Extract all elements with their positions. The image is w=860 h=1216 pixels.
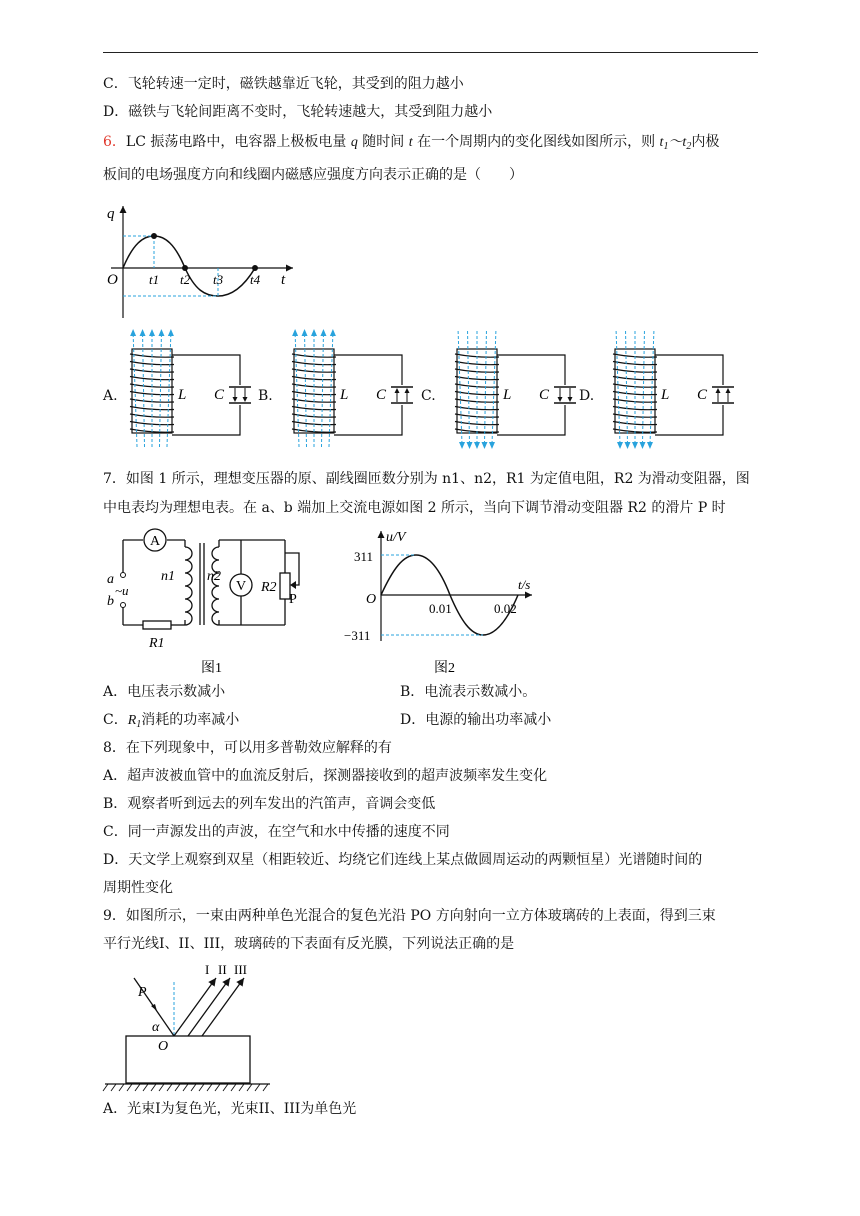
q8-option-d-line1: D．天文学上观察到双星（相距较近、均绕它们连线上某点做圆周运动的两颗恒星）光谱随时间的 xyxy=(103,852,703,868)
capacitor-label: C xyxy=(697,387,708,403)
slider-p-label: P xyxy=(289,592,297,607)
label-o: O xyxy=(158,1039,169,1054)
q9-glass-block-figure xyxy=(100,960,280,1095)
q9-option-a: A．光束I为复色光，光束II、III为单色光 xyxy=(103,1101,357,1117)
n2-label: n2 xyxy=(207,569,221,584)
t2-dot xyxy=(182,265,188,271)
q6-var-t: t xyxy=(408,135,413,150)
q6-option-b-circuit xyxy=(280,327,415,452)
q7-stem-line2: 中电表均为理想电表。在 a、b 端加上交流电源如图 2 所示，当向下调节滑动变阻器 R2 的滑片 P 时 xyxy=(103,500,726,516)
t4-dot xyxy=(252,265,258,271)
capacitor-label: C xyxy=(376,387,387,403)
coil-label: L xyxy=(503,387,512,403)
terminal-a: a xyxy=(107,572,114,587)
q7-option-c-text: 消耗的功率减小 xyxy=(141,712,240,728)
q6-option-c-circuit xyxy=(443,327,578,452)
q6-option-d-circuit xyxy=(601,327,736,452)
glass-block xyxy=(126,1036,250,1083)
x-tick-002: 0.02 xyxy=(494,601,517,616)
label-p: P xyxy=(138,985,147,1000)
n1-label: n1 xyxy=(161,569,175,584)
source-label: ~u xyxy=(115,583,129,598)
peak-dot xyxy=(151,233,157,239)
q6-stem-line2: 板间的电场强度方向和线圈内磁感应强度方向表示正确的是（ ） xyxy=(103,167,523,183)
origin-label: O xyxy=(366,592,377,607)
q8-option-c: C．同一声源发出的声波，在空气和水中传播的速度不同 xyxy=(103,824,450,840)
fig2-caption: 图2 xyxy=(434,661,455,675)
q6-stem-part-d: 内极 xyxy=(691,134,720,150)
q6-option-d-label: D. xyxy=(579,388,595,404)
r1-resistor xyxy=(143,621,171,629)
q7-option-d: D．电源的输出功率减小 xyxy=(400,712,552,728)
tick-t4: t4 xyxy=(250,272,261,287)
q8-stem: 8．在下列现象中，可以用多普勒效应解释的有 xyxy=(103,740,392,756)
q6-var-q: q xyxy=(350,135,358,150)
capacitor-label: C xyxy=(539,387,550,403)
coil-label: L xyxy=(340,387,349,403)
t-axis-label: t xyxy=(281,272,286,288)
q-curve xyxy=(123,236,255,296)
q7-option-a: A．电压表示数减小 xyxy=(103,684,226,700)
capacitor-label: C xyxy=(214,387,225,403)
origin-label: O xyxy=(107,272,118,288)
q6-option-a-label: A. xyxy=(103,388,118,404)
label-beam-ii: II xyxy=(218,962,227,977)
q6-stem-part-a: LC 振荡电路中，电容器上极板电量 xyxy=(125,134,347,150)
tick-t1: t1 xyxy=(149,272,160,287)
coil-label: L xyxy=(178,387,187,403)
q9-stem-line1: 9．如图所示，一束由两种单色光混合的复色光沿 PO 方向射向一立方体玻璃砖的上表面，得到三束 xyxy=(103,908,716,924)
q6-option-a-circuit xyxy=(118,327,253,452)
r1-label: R1 xyxy=(149,636,165,651)
header-rule xyxy=(103,52,758,53)
q5-option-d: D．磁铁与飞轮间距离不变时，飞轮转速越大，其受到阻力越小 xyxy=(103,104,493,120)
q5-option-c: C．飞轮转速一定时，磁铁越靠近飞轮，其受到的阻力越小 xyxy=(103,76,464,92)
tick-t2: t2 xyxy=(180,272,191,287)
t-axis-label: t/s xyxy=(518,577,531,592)
label-beam-iii: III xyxy=(234,962,247,977)
fig1-caption: 图1 xyxy=(201,661,222,675)
u-axis-label: u/V xyxy=(386,530,406,545)
y-max-label: 311 xyxy=(354,549,374,564)
tick-t3: t3 xyxy=(213,272,224,287)
q6-stem-part-b: 随时间 xyxy=(362,134,405,150)
ammeter-label: A xyxy=(150,534,161,549)
q8-option-b: B．观察者听到远去的列车发出的汽笛声，音调会变低 xyxy=(103,796,436,812)
q6-option-b-label: B. xyxy=(258,388,273,404)
q7-fig2-graph xyxy=(340,525,540,675)
q-axis-label: q xyxy=(107,206,115,222)
q6-interval: $t_1\sim t_2$ xyxy=(659,135,692,152)
terminal-b: b xyxy=(107,594,114,609)
q6-number: 6． xyxy=(103,134,126,150)
y-min-label: −311 xyxy=(344,628,371,643)
q9-stem-line2: 平行光线I、II、III，玻璃砖的下表面有反光膜，下列说法正确的是 xyxy=(103,936,515,952)
q8-option-a: A．超声波被血管中的血流反射后，探测器接收到的超声波频率发生变化 xyxy=(103,768,548,784)
x-tick-001: 0.01 xyxy=(429,601,452,616)
voltmeter-label: V xyxy=(236,579,247,594)
q7-stem-line1: 7．如图 1 所示，理想变压器的原、副线圈匝数分别为 n1、n2，R1 为定值电阻，R2 为滑动变阻器，图 xyxy=(103,471,750,487)
q6-option-c-label: C. xyxy=(421,388,436,404)
label-alpha: α xyxy=(152,1020,160,1035)
q6-q-t-graph xyxy=(103,200,303,320)
q7-option-c: C．$R_1$消耗的功率减小 xyxy=(103,712,240,730)
coil-label: L xyxy=(661,387,670,403)
q6-stem-line1 xyxy=(103,133,719,156)
q8-option-d-line2: 周期性变化 xyxy=(103,880,173,896)
q7-fig1-circuit xyxy=(103,525,313,675)
r2-label: R2 xyxy=(261,580,277,595)
q7-option-b: B．电流表示数减小。 xyxy=(400,684,537,700)
q6-stem-part-c: 在一个周期内的变化图线如图所示，则 xyxy=(417,134,656,150)
label-beam-i: I xyxy=(205,962,210,977)
